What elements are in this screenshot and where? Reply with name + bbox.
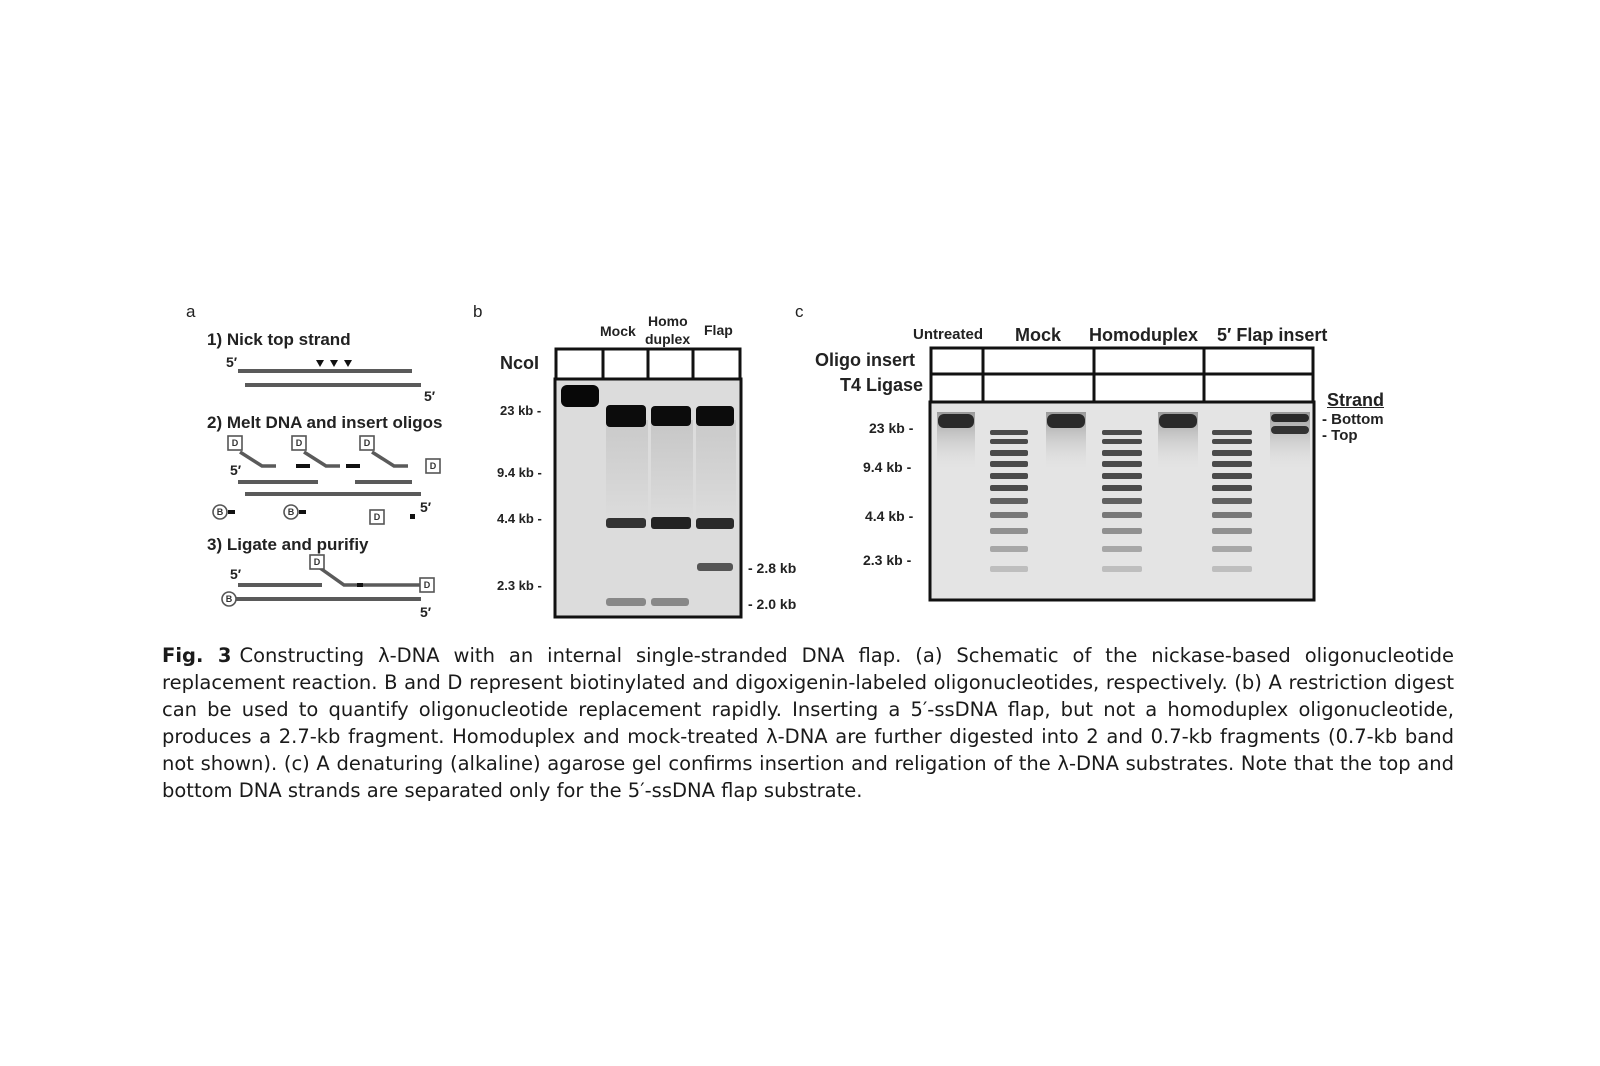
five-prime-label: 5′ <box>420 499 432 515</box>
group-homoduplex: Homoduplex <box>1089 325 1199 345</box>
group-untreated: Untreated <box>913 326 984 343</box>
dig-label: D <box>373 512 381 522</box>
group-mock: Mock <box>1015 325 1062 345</box>
step-3-label: 3) Ligate and purifiy <box>207 535 369 554</box>
panel-b-letter: b <box>473 302 483 321</box>
marker-2-8kb: - 2.8 kb <box>748 560 797 576</box>
marker-2-3kb: 2.3 kb - <box>863 552 912 568</box>
strand-title: Strand <box>1327 390 1385 410</box>
marker-4-4kb: 4.4 kb - <box>497 511 542 526</box>
caption-text: Constructing λ-DNA with an internal single-stranded DNA flap. (a) Schematic of the nickase-based oligonucleotide replacement reaction. B and D represent biotinylated and digoxigenin-labeled oligonucleotides, respectively. (b) A restriction digest can be used to quantify oligonucleotide replacement rapidly. Inserting a 5′-ssDNA flap, but not a homoduplex oligonucleotide, produces a 2.7-kb fragment. Homoduplex and mock-treated λ-DNA are further digested into 2 and 0.7-kb fragments (0.7-kb band not shown). (c) A denaturing (alkaline) agarose gel confirms insertion and religation of the λ-DNA substrates. Note that the top and bottom DNA strands are separated only for the 5′-ssDNA flap substrate. <box>162 644 1454 802</box>
dig-label: D <box>231 438 239 448</box>
five-prime-label: 5′ <box>226 354 238 370</box>
figure-caption <box>162 642 1454 804</box>
dig-label: D <box>423 580 431 590</box>
marker-4-4kb: 4.4 kb - <box>865 508 914 524</box>
dig-label: D <box>363 438 371 448</box>
row-label-t4-ligase: T4 Ligase <box>840 375 924 395</box>
caption-figure-number: Fig. 3 <box>162 644 232 667</box>
marker-9-4kb: 9.4 kb - <box>497 465 542 480</box>
group-flap-insert: 5′ Flap insert <box>1217 325 1328 345</box>
step-1-label: 1) Nick top strand <box>207 330 351 349</box>
dig-label: D <box>313 557 321 567</box>
strand-label-bottom: - Bottom <box>1322 411 1384 428</box>
five-prime-label: 5′ <box>420 604 432 620</box>
row-label-oligo-insert: Oligo insert <box>815 350 916 370</box>
lane-label-homoduplex-line2: duplex <box>645 331 691 347</box>
panel-a-letter: a <box>186 302 196 321</box>
step-2-label: 2) Melt DNA and insert oligos <box>207 413 443 432</box>
enzyme-label: NcoI <box>500 353 540 373</box>
ladder-lane-2 <box>990 430 1028 572</box>
panel-c-letter: c <box>795 302 804 321</box>
biotin-label: B <box>287 507 295 517</box>
five-prime-label: 5′ <box>424 388 436 404</box>
biotin-label: B <box>216 507 224 517</box>
ladder-lane-6 <box>1212 430 1252 572</box>
ladder-lane-4 <box>1102 430 1142 572</box>
five-prime-label: 5′ <box>230 566 242 582</box>
lane-label-mock: Mock <box>600 323 636 339</box>
lane-label-flap: Flap <box>704 322 733 338</box>
strand-label-top: - Top <box>1322 427 1358 444</box>
biotin-label: B <box>225 594 233 604</box>
marker-9-4kb: 9.4 kb - <box>863 459 912 475</box>
five-prime-label: 5′ <box>230 462 242 478</box>
marker-23kb: 23 kb - <box>500 403 542 418</box>
marker-23kb: 23 kb - <box>869 420 914 436</box>
marker-2-3kb: 2.3 kb - <box>497 578 542 593</box>
lane-label-homoduplex-line1: Homo <box>648 313 688 329</box>
dig-label: D <box>429 461 437 471</box>
marker-2-0kb: - 2.0 kb <box>748 596 797 612</box>
dig-label: D <box>295 438 303 448</box>
